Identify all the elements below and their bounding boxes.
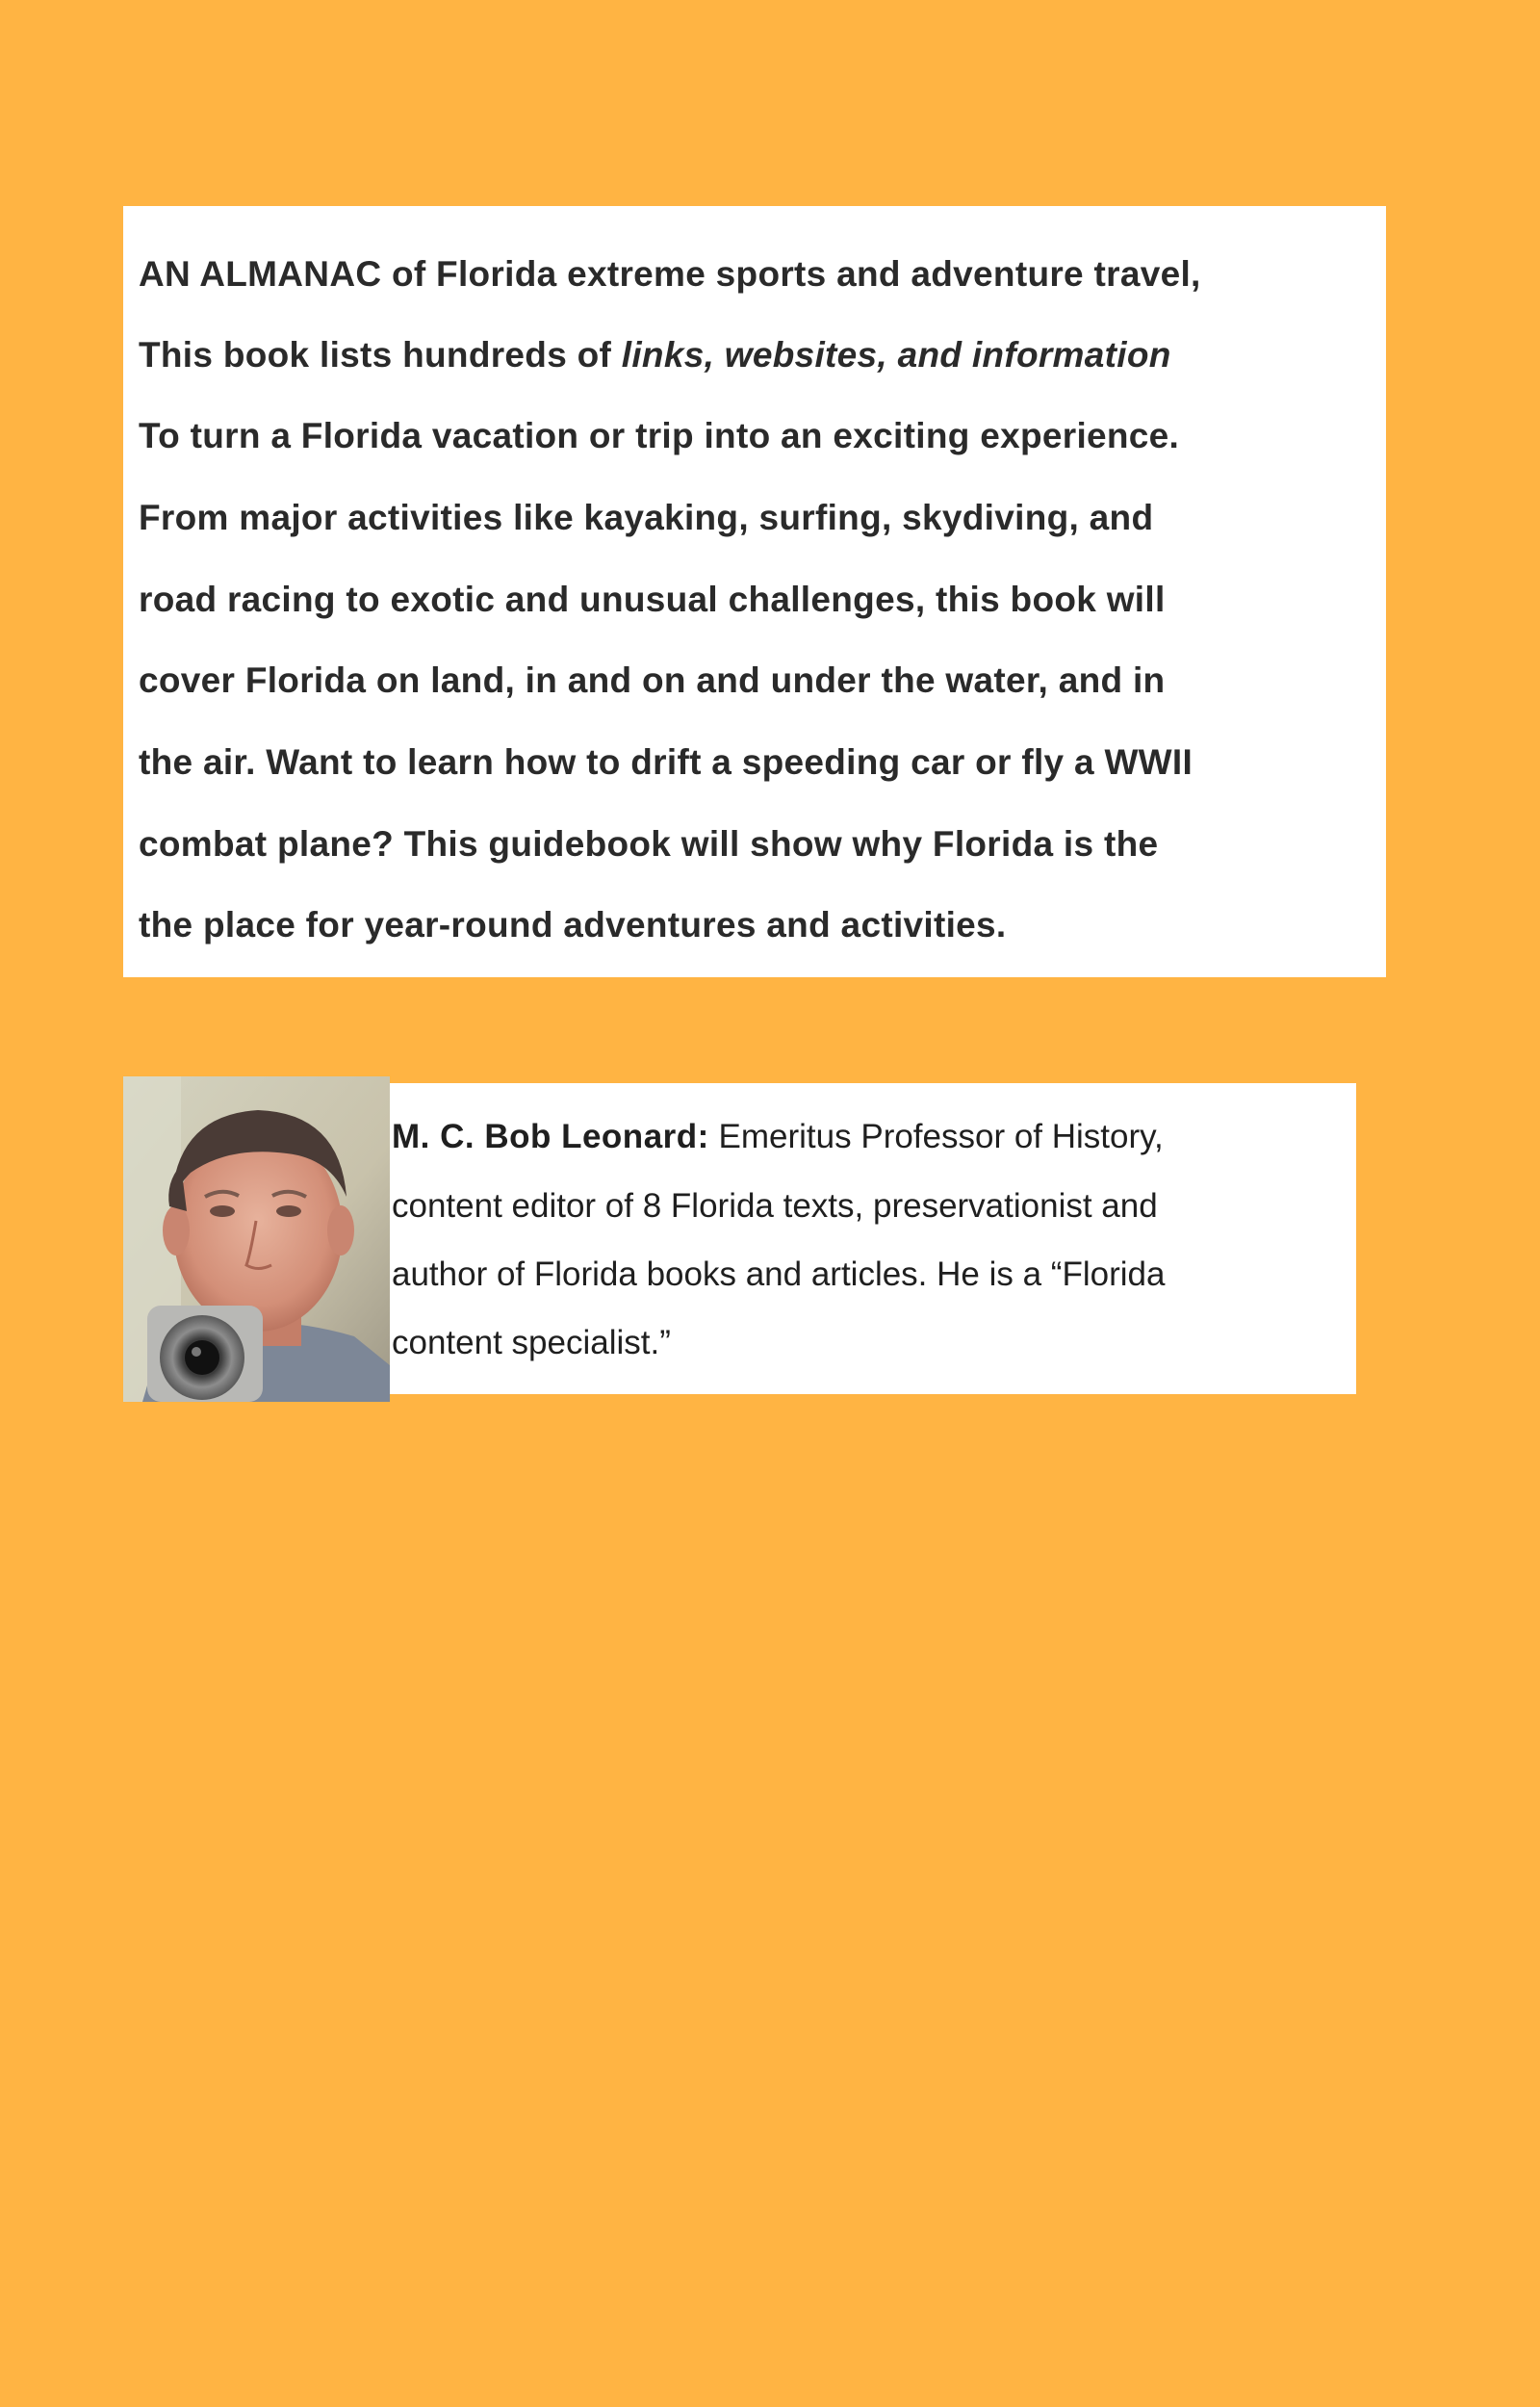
bio-line-3: author of Florida books and articles. He is a “Florida [392,1255,1166,1293]
bio-line-4: content specialist.” [392,1324,671,1361]
description-line-1: AN ALMANAC of Florida extreme sports and adventure travel, [139,254,1201,294]
author-name: M. C. Bob Leonard: [392,1118,709,1155]
bio-title: Emeritus Professor of History, [708,1118,1164,1155]
description-line-7: the air. Want to learn how to drift a speeding car or fly a WWII [139,742,1194,782]
description-line-5: road racing to exotic and unusual challenges, this book will [139,580,1166,619]
author-photo [123,1076,390,1402]
description-line-4: From major activities like kayaking, surfing, skydiving, and [139,498,1154,537]
description-emphasis: links, websites, and information [621,335,1171,375]
author-bio-panel [390,1083,1356,1394]
bio-line-1 [392,1120,1164,1153]
description-line-3: To turn a Florida vacation or trip into an exciting experience. [139,416,1180,455]
description-line-2-text: This book lists hundreds of [139,335,622,375]
description-line-6: cover Florida on land, in and on and under the water, and in [139,660,1166,700]
author-portrait-image [123,1076,390,1402]
description-line-9: the place for year-round adventures and activities. [139,905,1007,945]
book-description-panel [123,206,1386,977]
bio-line-2: content editor of 8 Florida texts, preservationist and [392,1187,1158,1225]
description-line-8: combat plane? This guidebook will show why Florida is the [139,824,1159,864]
description-line-2 [139,337,1171,373]
